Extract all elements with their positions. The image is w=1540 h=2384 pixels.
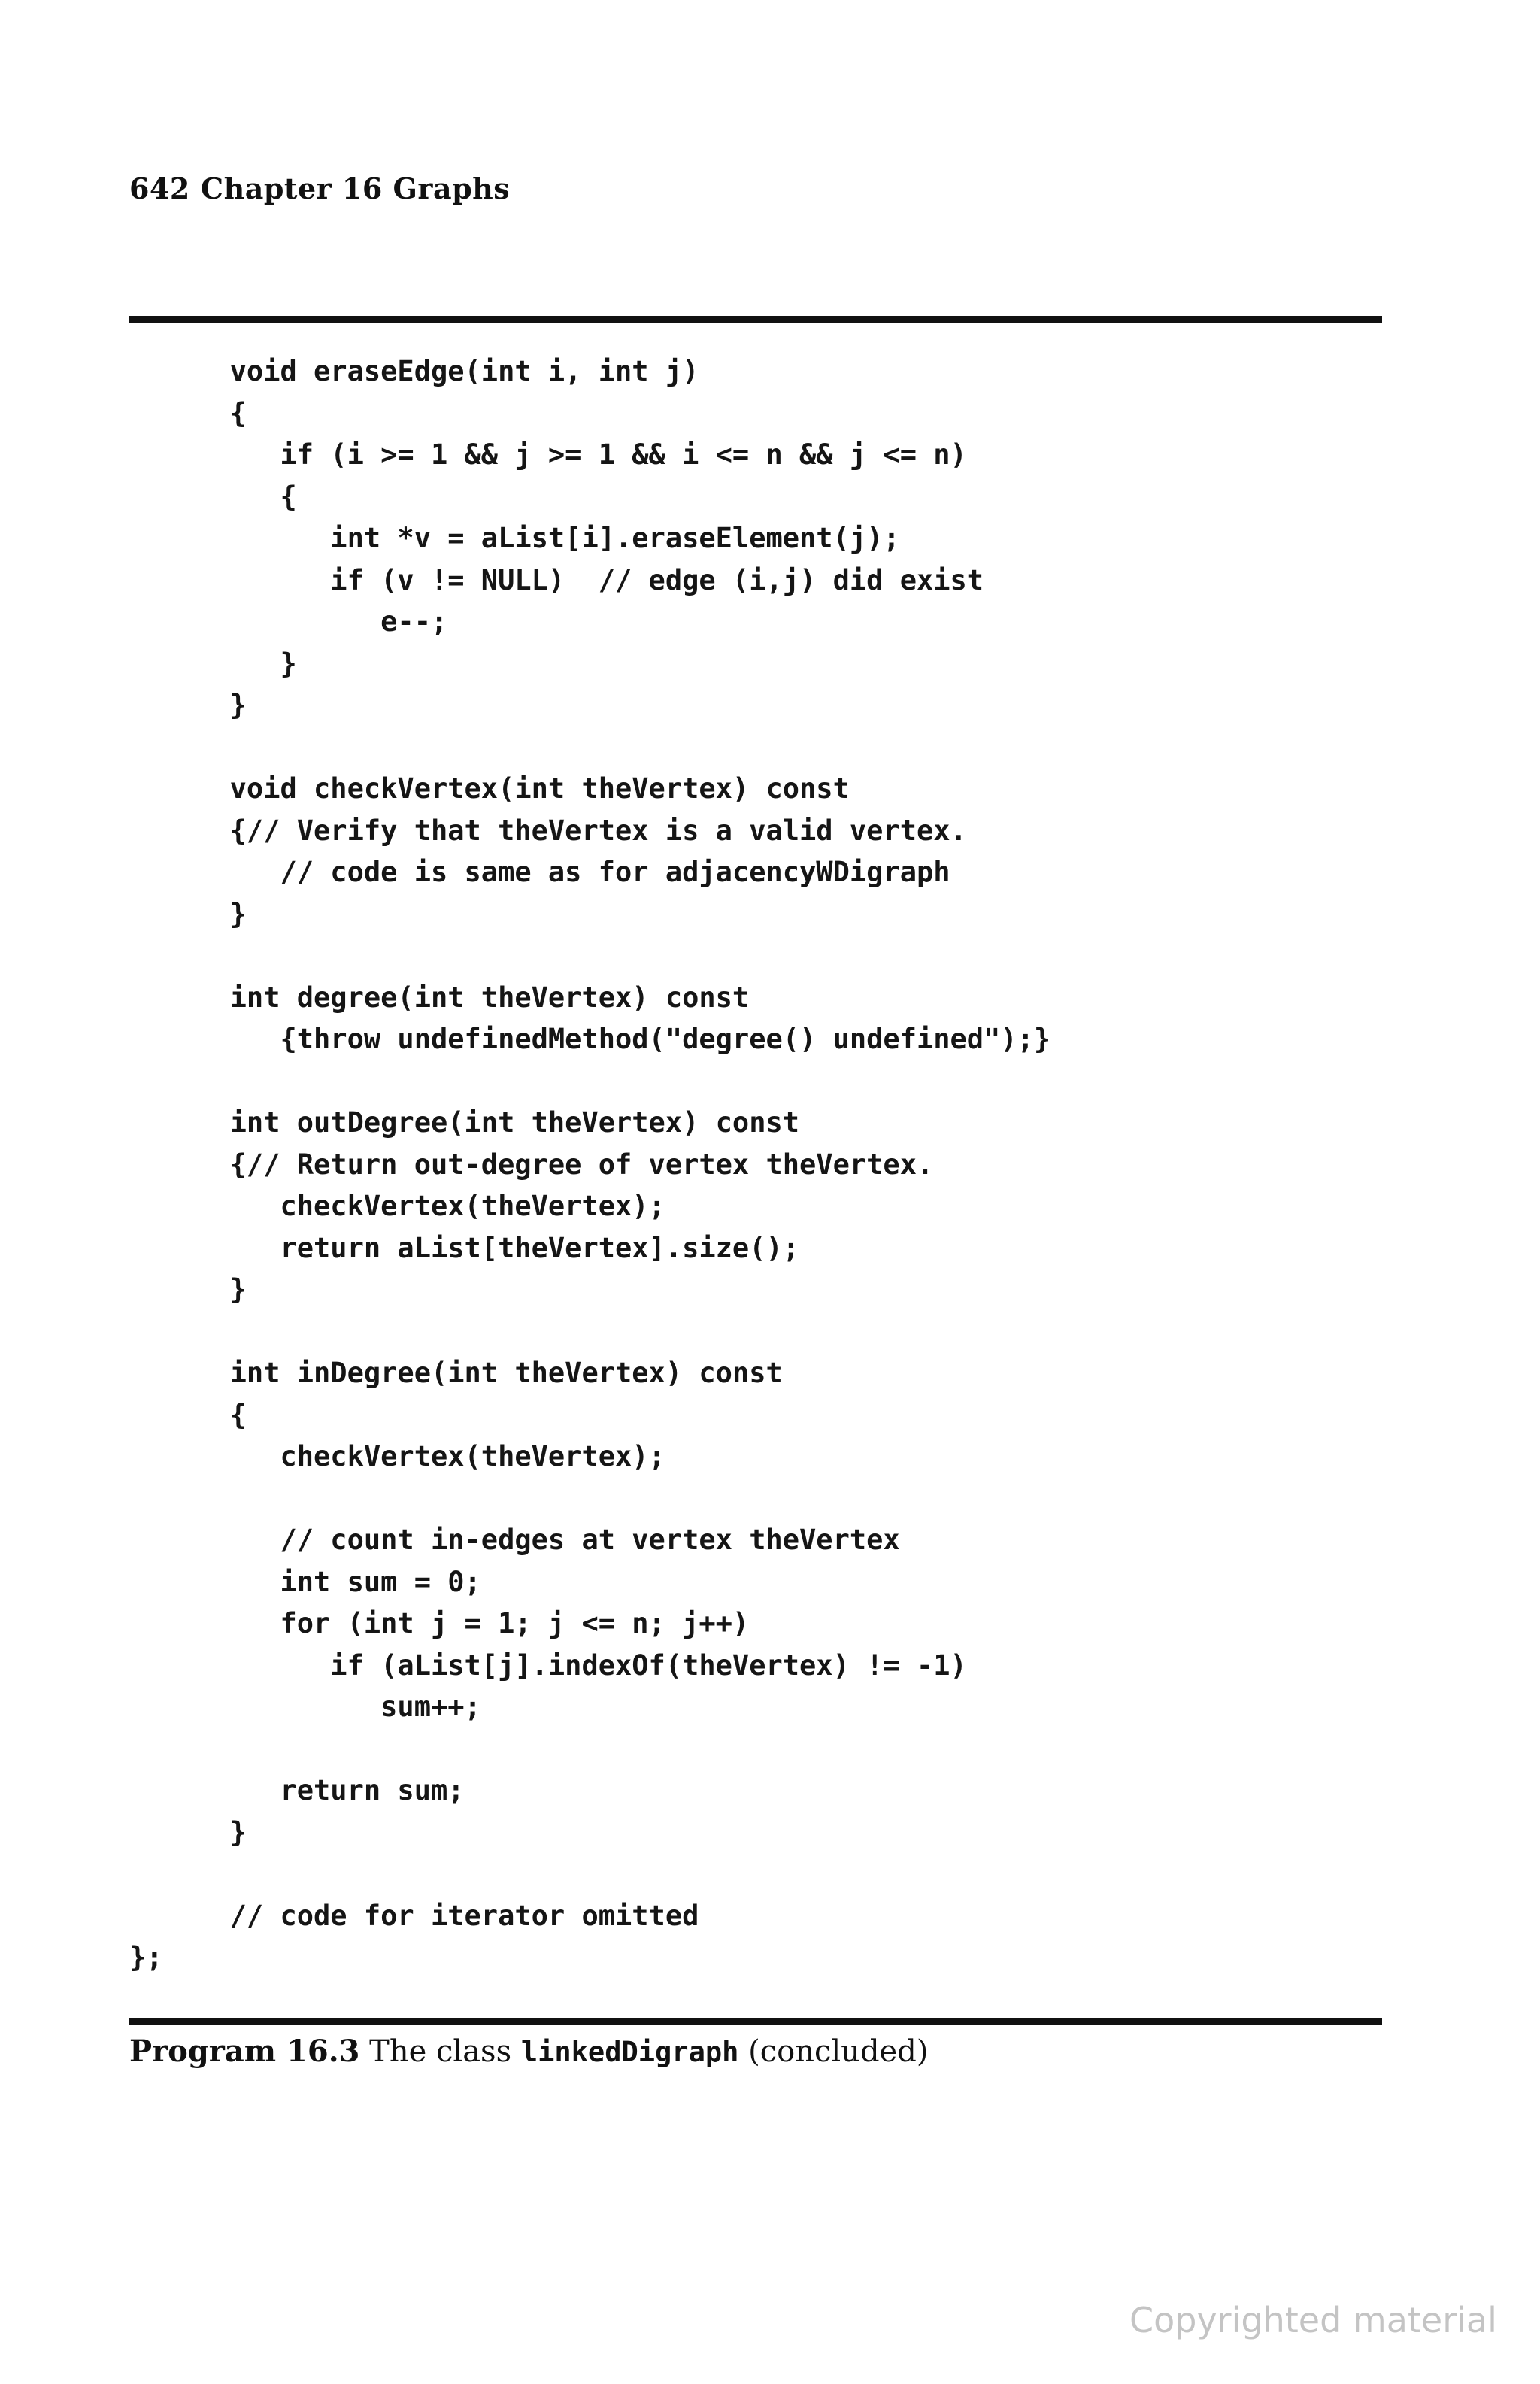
code-line: { <box>129 1398 247 1431</box>
code-line: checkVertex(theVertex); <box>129 1190 665 1222</box>
code-line: void checkVertex(int theVertex) const <box>129 772 850 805</box>
code-line: // code is same as for adjacencyWDigraph <box>129 856 950 888</box>
chapter-title: Chapter 16 Graphs <box>200 171 511 205</box>
code-line: {// Return out-degree of vertex theVertex. <box>129 1148 934 1181</box>
top-rule <box>129 316 1382 323</box>
code-line <box>129 1853 1382 1895</box>
code-line: } <box>129 1815 247 1849</box>
code-line: e--; <box>129 605 448 638</box>
page-number: 642 <box>129 171 190 205</box>
code-line <box>129 1311 1382 1353</box>
code-line: void eraseEdge(int i, int j) <box>129 355 699 387</box>
code-line: {// Verify that theVertex is a valid vertex. <box>129 814 967 847</box>
code-line <box>129 1478 1382 1520</box>
code-line <box>129 726 1382 769</box>
code-line: int inDegree(int theVertex) const <box>129 1357 783 1389</box>
code-line: int degree(int theVertex) const <box>129 981 750 1014</box>
caption-label: Program 16.3 <box>129 2034 360 2069</box>
code-line: return aList[theVertex].size(); <box>129 1231 800 1264</box>
code-line: { <box>129 480 297 513</box>
running-header <box>129 171 510 205</box>
code-listing <box>129 350 1382 1979</box>
code-line: { <box>129 396 247 429</box>
code-line: if (aList[j].indexOf(theVertex) != -1) <box>129 1648 967 1682</box>
code-line: } <box>129 897 247 930</box>
code-line: return sum; <box>129 1774 465 1806</box>
caption-text: The class <box>359 2034 521 2069</box>
code-line: {throw undefinedMethod("degree() undefined");} <box>129 1023 1051 1055</box>
code-line: int outDegree(int theVertex) const <box>129 1106 800 1139</box>
code-line: if (v != NULL) // edge (i,j) did exist <box>129 563 984 596</box>
code-line: } <box>129 689 247 721</box>
code-line: }; <box>129 1941 163 1973</box>
caption-class-name: linkedDigraph <box>520 2036 739 2068</box>
program-caption <box>129 2034 928 2069</box>
copyright-watermark: Copyrighted material <box>1129 2300 1497 2340</box>
code-line: // code for iterator omitted <box>129 1899 699 1932</box>
code-line: if (i >= 1 && j >= 1 && i <= n && j <= n) <box>129 438 967 471</box>
code-line <box>129 935 1382 977</box>
caption-suffix: (concluded) <box>738 2034 929 2069</box>
code-line: } <box>129 1273 247 1306</box>
code-line: int *v = aList[i].eraseElement(j); <box>129 522 900 554</box>
code-line: int sum = 0; <box>129 1565 481 1598</box>
code-line: checkVertex(theVertex); <box>129 1440 665 1473</box>
code-line: sum++; <box>129 1691 481 1723</box>
code-line: } <box>129 647 297 680</box>
code-line: // count in-edges at vertex theVertex <box>129 1524 900 1556</box>
bottom-rule <box>129 2018 1382 2025</box>
code-line <box>129 1728 1382 1770</box>
code-line <box>129 1060 1382 1103</box>
code-line: for (int j = 1; j <= n; j++) <box>129 1607 750 1639</box>
